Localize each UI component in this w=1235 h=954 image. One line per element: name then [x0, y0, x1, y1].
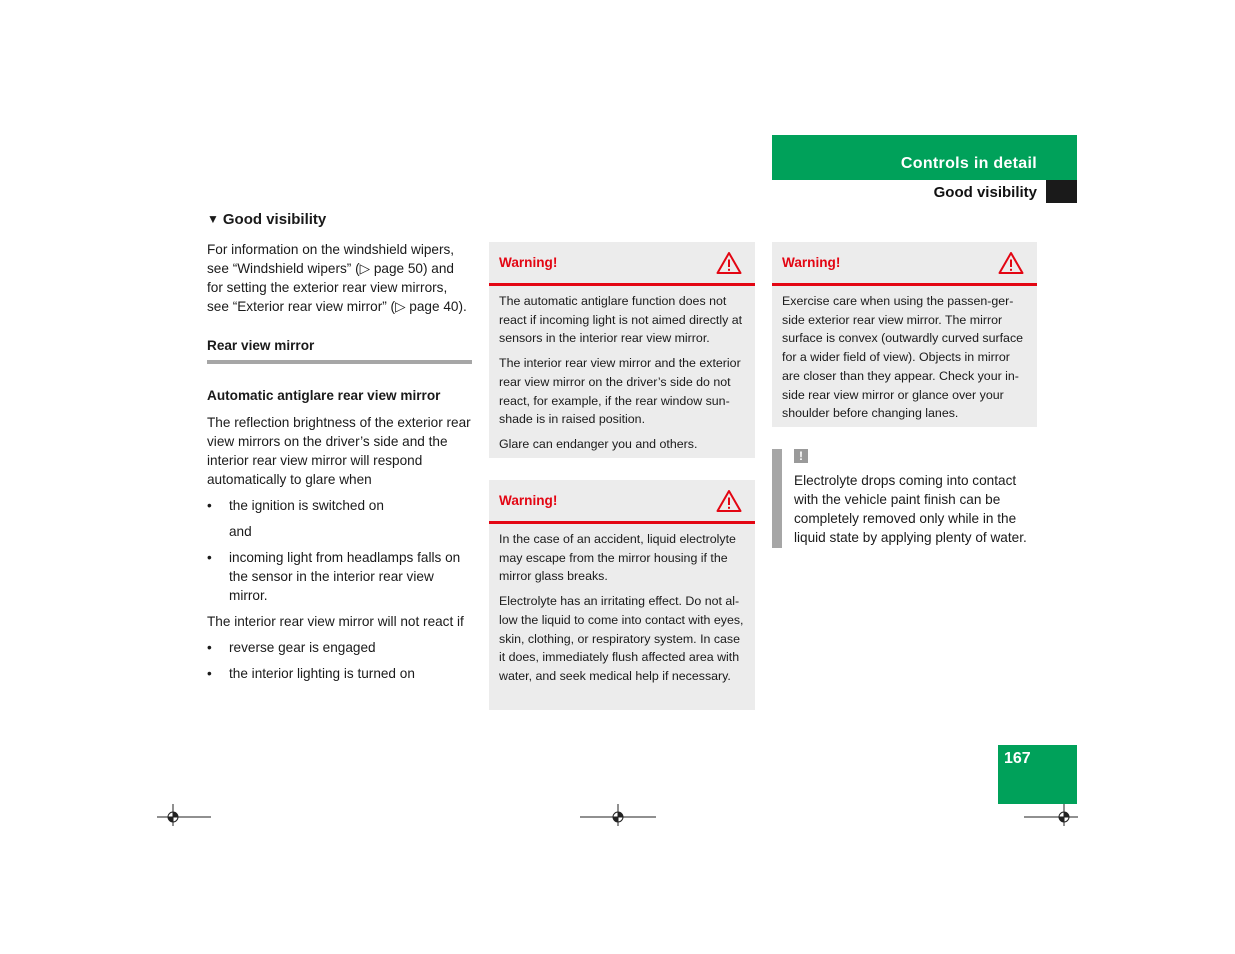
main-column	[207, 210, 472, 690]
page-number-box	[998, 745, 1077, 804]
section-heading	[207, 210, 472, 229]
warning-triangle-icon	[716, 489, 742, 513]
antiglare-paragraph: The reflection brightness of the exterior rear view mirrors on the driver’s side and the interior rear view mirror will respond automatically to glare when	[207, 415, 471, 487]
not-react-paragraph: The interior rear view mirror will not react if	[207, 614, 464, 629]
warning-header	[489, 242, 755, 286]
header-band	[772, 135, 1077, 180]
warning-triangle-icon	[998, 251, 1024, 275]
warning-body	[489, 524, 755, 700]
list-item: • reverse gear is engaged	[207, 638, 472, 657]
warning-header	[489, 480, 755, 524]
rear-view-heading: Rear view mirror	[207, 336, 472, 364]
warning-header	[772, 242, 1037, 286]
list-item: • the ignition is switched on	[207, 496, 472, 515]
subsection-title: Good visibility	[933, 184, 1037, 201]
warning-label: Warning!	[499, 493, 558, 508]
page-number: 167	[1004, 750, 1031, 767]
note-box	[772, 449, 1040, 548]
registration-mark-icon	[580, 802, 656, 826]
warning-box-passenger-mirror	[772, 242, 1037, 427]
warning-label: Warning!	[499, 255, 558, 270]
list-item: • the interior lighting is turned on	[207, 664, 472, 683]
registration-mark-icon	[1024, 802, 1078, 826]
exceptions-list	[207, 638, 472, 683]
warning-box-antiglare	[489, 242, 755, 458]
note-text: Electrolyte drops coming into contact with the vehicle paint finish can be completely removed only while in the liquid state by applying plenty of water.	[794, 473, 1027, 545]
warning-body	[489, 286, 755, 468]
conditions-list-2	[207, 548, 472, 605]
section-heading-text: Good visibility	[222, 211, 327, 228]
warning-body	[772, 286, 1037, 437]
warning-paragraph: Glare can endanger you and others.	[499, 436, 698, 451]
warning-triangle-icon	[716, 251, 742, 275]
warning-paragraph: In the case of an accident, liquid electrolyte may escape from the mirror housing if the mirror glass breaks.	[499, 532, 736, 584]
and-text: and	[229, 524, 252, 539]
intro-paragraph: For information on the windshield wipers, see “Windshield wipers” (▷ page 50) and for setting the exterior rear view mirrors, see “Exterior rear view mirror” (▷ page 40).	[207, 242, 467, 314]
antiglare-heading: Automatic antiglare rear view mirror	[207, 388, 441, 403]
header-marker	[1046, 180, 1077, 203]
section-title: Controls in detail	[900, 155, 1037, 172]
registration-mark-icon	[157, 802, 211, 826]
warning-paragraph: Electrolyte has an irritating effect. Do not al-low the liquid to come into contact with eyes, skin, clothing, or respiratory system. In case it does, immediately flush affected area with water, and seek medical help if necessary.	[499, 594, 744, 683]
warning-paragraph: Exercise care when using the passen-ger-side exterior rear view mirror. The mirror surface is convex (outwardly curved surface for a wider field of view). Objects in mirror are closer than they appear. Check your in-side rear view mirror or glance over your shoulder before changing lanes.	[782, 294, 1024, 421]
triangle-down-icon: ▼	[207, 212, 219, 226]
list-item: • incoming light from headlamps falls on the sensor in the interior rear view mirror.	[207, 548, 472, 605]
warning-label: Warning!	[782, 255, 841, 270]
exclamation-icon: !	[794, 449, 808, 463]
conditions-list	[207, 496, 472, 515]
warning-paragraph: The automatic antiglare function does not react if incoming light is not aimed directly at sensors in the interior rear view mirror.	[499, 294, 743, 346]
warning-box-electrolyte	[489, 480, 755, 710]
warning-paragraph: The interior rear view mirror and the exterior rear view mirror on the driver’s side do not react, for example, if the rear window sun-shade is in raised position.	[499, 356, 741, 427]
